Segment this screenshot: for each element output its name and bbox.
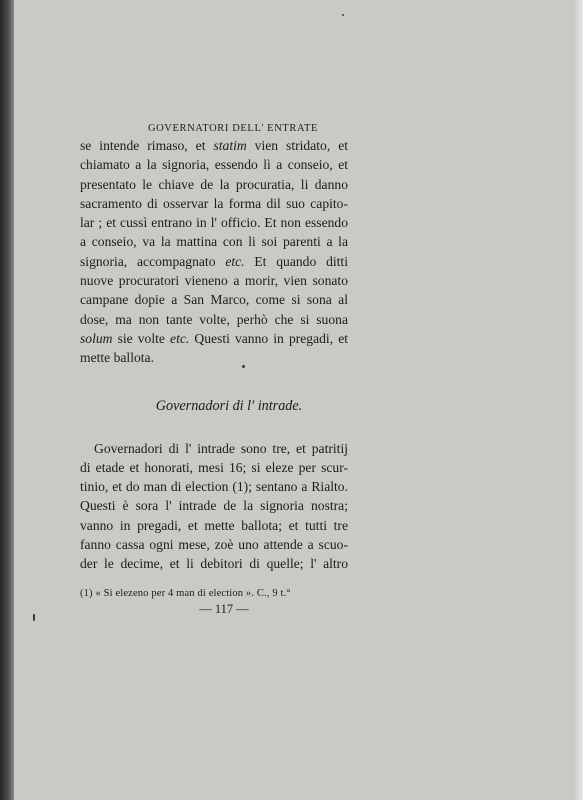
text-line: tinio, et do man di election (1); sentano a Rialto.	[80, 479, 348, 495]
page-number: — 117 —	[199, 601, 249, 616]
paragraph-procuratori	[80, 136, 348, 368]
text-line: signoria, accompagnato etc. Et quando ditti	[80, 253, 348, 269]
ink-speck	[33, 614, 35, 621]
text-line: Questi è sora l' intrade de la signoria nostra;	[80, 498, 348, 514]
text-line: vanno in pregadi, et mette ballota; et tutti tre	[80, 517, 348, 533]
text-line: solum sie volte etc. Questi vanno in pregadi, et	[80, 330, 349, 346]
text-block	[80, 123, 348, 617]
text-line: di etade et honorati, mesi 16; si eleze per scur-	[80, 459, 348, 475]
footnote: (1) « Si elezeno per 4 man di election ». C., 9 t.°	[80, 587, 291, 599]
text-line: a conseio, va la mattina con li soi parenti a la	[80, 234, 348, 250]
text-line: campane dopie a San Marco, come si sona al	[80, 292, 348, 308]
text-line: lar ; et cussì entrano in l' officio. Et non essendo	[80, 215, 348, 231]
text-line: fanno cassa ogni mese, zoè uno attende a scuo-	[80, 537, 348, 553]
book-binding-shadow	[0, 0, 14, 800]
text-line: se intende rimaso, et statim vien stridato, et	[80, 138, 348, 153]
text-line: mette ballota.	[80, 350, 154, 366]
ink-speck	[342, 14, 344, 16]
page-edge	[573, 0, 583, 800]
text-line: chiamato a la signoria, essendo lì a conseio, et	[80, 157, 348, 173]
text-line: presentato le chiave de la procuratia, li danno	[80, 176, 348, 192]
text-line: dose, ma non tante volte, perhò che si suona	[80, 311, 348, 327]
text-line: sacramento di osservar la forma dil suo capito-	[80, 195, 348, 211]
text-line: der le decime, et li debitori di quelle; l' altro	[80, 556, 348, 572]
running-head: GOVERNATORI DELL' ENTRATE	[147, 123, 319, 134]
ink-speck	[242, 365, 245, 368]
paragraph-governadori	[80, 439, 348, 574]
section-title: Governadori di l' intrade.	[155, 397, 303, 414]
text-line: Governadori di l' intrade sono tre, et patritij	[94, 440, 348, 456]
text-line: nuove procuratori vieneno a morir, vien sonato	[80, 273, 348, 289]
